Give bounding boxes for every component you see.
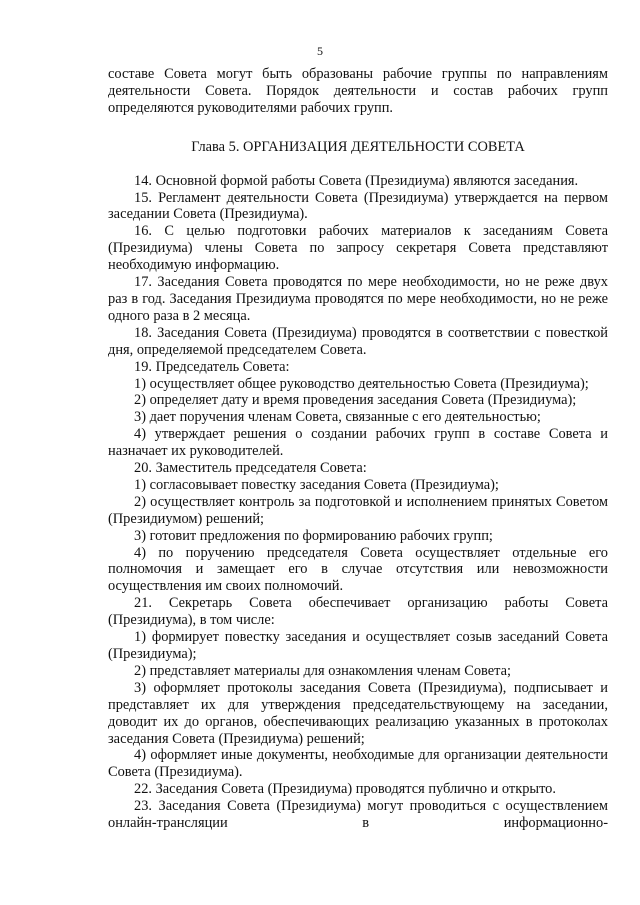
chapter-title: Глава 5. ОРГАНИЗАЦИЯ ДЕЯТЕЛЬНОСТИ СОВЕТА <box>191 138 525 155</box>
paragraph-15: 15. Регламент деятельности Совета (Президиума) утверждается на первом заседании Совета (Президиума). <box>108 189 608 223</box>
paragraph-21-item-2: 2) представляет материалы для ознакомления членам Совета; <box>134 662 511 679</box>
paragraph-19-item-1: 1) осуществляет общее руководство деятельностью Совета (Президиума); <box>134 375 589 392</box>
paragraph-22: 22. Заседания Совета (Президиума) проводятся публично и открыто. <box>134 781 556 798</box>
spacer <box>108 156 608 173</box>
paragraph-20-item-1: 1) согласовывает повестку заседания Совета (Президиума); <box>134 476 499 493</box>
paragraph-17: 17. Заседания Совета проводятся по мере необходимости, но не реже двух раз в год. Заседания Президиума проводятся по мере необходимости, но не реже одного раза в 2 месяца. <box>108 274 608 324</box>
spacer <box>108 117 608 139</box>
paragraph-16: 16. С целью подготовки рабочих материалов к заседаниям Совета (Президиума) члены Совета по запросу секретаря Совета представляют необходимую информацию. <box>108 223 608 274</box>
paragraph-21-heading: 21. Секретарь Совета обеспечивает организацию работы Совета (Президиума), в том числе: <box>108 595 608 629</box>
paragraph-21-item-4: 4) оформляет иные документы, необходимые для организации деятельности Совета (Президиума). <box>108 747 608 781</box>
paragraph-20-item-2: 2) осуществляет контроль за подготовкой и исполнением принятых Советом (Президиумом) решений; <box>108 493 608 527</box>
paragraph-21-item-1: 1) формирует повестку заседания и осуществляет созыв заседаний Совета (Президиума); <box>108 629 608 662</box>
paragraph-20-heading: 20. Заместитель председателя Совета: <box>134 460 367 477</box>
paragraph-21-item-3: 3) оформляет протоколы заседания Совета (Президиума), подписывает и представляет их для утверждения председательствующему на заседании, доводит их до органов, обеспечивающих реализацию указанных в протоколах заседания Совета (Президиума) решений; <box>108 679 608 747</box>
paragraph-20-item-4: 4) по поручению председателя Совета осуществляет отдельные его полномочия и замещает его в случае отсутствия или невозможности осуществления им своих полномочий. <box>108 544 608 595</box>
paragraph-19-item-3: 3) дает поручения членам Совета, связанные с его деятельностью; <box>134 409 541 426</box>
paragraph-23: 23. Заседания Совета (Президиума) могут проводиться с осуществлением онлайн-трансляции в информационно- <box>108 798 608 832</box>
paragraph-19-heading: 19. Председатель Совета: <box>134 358 290 375</box>
page-number: 5 <box>317 44 323 58</box>
paragraph-19-item-4: 4) утверждает решения о создании рабочих групп в составе Совета и назначает их руководителей. <box>108 426 608 460</box>
paragraph-19-item-2: 2) определяет дату и время проведения заседания Совета (Президиума); <box>134 392 577 409</box>
document-body <box>108 66 608 832</box>
paragraph-20-item-3: 3) готовит предложения по формированию рабочих групп; <box>134 527 493 544</box>
paragraph-14: 14. Основной формой работы Совета (Президиума) являются заседания. <box>134 172 579 189</box>
intro-paragraph: составе Совета могут быть образованы рабочие группы по направлениям деятельности Совета. Порядок деятельности и состав рабочих групп определяются руководителями рабочих групп. <box>108 66 608 116</box>
paragraph-18: 18. Заседания Совета (Президиума) проводятся в соответствии с повесткой дня, определяемой председателем Совета. <box>108 324 608 358</box>
